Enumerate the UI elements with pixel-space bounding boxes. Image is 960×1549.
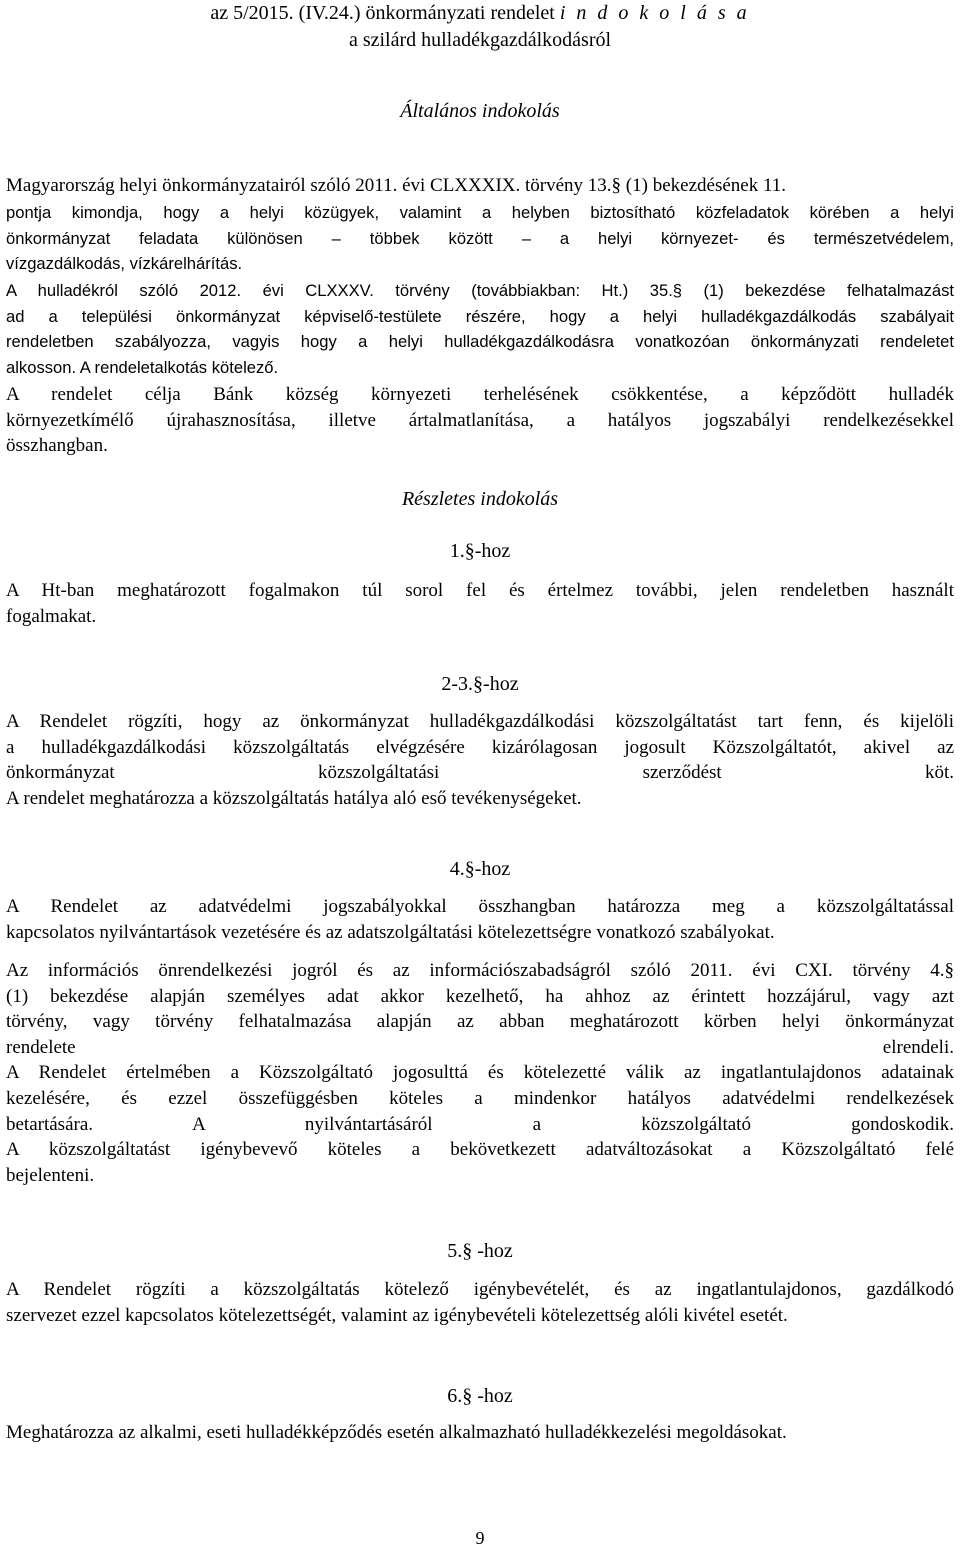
general-paragraph-1-cont [6,200,954,277]
text-line: fogalmakat. [6,605,97,627]
text-line: Az információs önrendelkezési jogról és az információszabadságról szóló 2011. évi CXI. törvény 4.§ [6,960,954,981]
header-prefix: az 5/2015. (IV.24.) önkormányzati rendelet [210,2,560,24]
text-line: A Rendelet rögzíti a közszolgáltatás kötelező igénybevételét, és az ingatlantulajdonos, gazdálkodó [6,1279,954,1300]
text-line: szervezet ezzel kapcsolatos kötelezettségét, valamint az igénybevételi kötelezettség alóli kivétel esetét. [6,1304,788,1326]
section-heading-5: 5.§ -hoz [447,1240,513,1262]
text-line: A Rendelet az adatvédelmi jogszabályokkal összhangban határozza meg a közszolgáltatással [6,896,954,917]
text-line: önkormányzat közszolgáltatási szerződést köt. [6,762,954,784]
header-line-2: a szilárd hulladékgazdálkodásról [348,29,612,51]
text-line: A hulladékról szóló 2012. évi CLXXXV. törvény (továbbiakban: Ht.) 35.§ (1) bekezdése felhatalmazást [6,281,954,300]
section-heading-6: 6.§ -hoz [447,1385,513,1407]
text-line: A Ht-ban meghatározott fogalmakon túl sorol fel és értelmez további, jelen rendeletben használt [6,580,954,601]
section-heading-1: 1.§-hoz [449,540,511,562]
header-line-1 [160,0,800,27]
header-spaced-word: i n d o k o l á s a [559,2,750,24]
text-line: alkosson. A rendeletalkotás kötelező. [6,357,279,377]
text-line: bejelenteni. [6,1164,95,1186]
text-line: A rendelet célja Bánk község környezeti terhelésének csökkentése, a képződött hulladék [6,384,954,405]
text-line: kezelésére, és ezzel összefüggésben köteles a mindenkor hatályos adatvédelmi rendelkezések [6,1087,954,1109]
text-line: környezetkímélő újrahasznosítása, illetve ártalmatlanítása, a hatályos jogszabályi rendelkezésekkel [6,409,954,431]
text-line: vízgazdálkodás, vízkárelhárítás. [6,254,243,274]
text-line: a hulladékgazdálkodási közszolgáltatás elvégzésére kizárólagosan jogosult Közszolgáltatót, akivel az [6,736,954,758]
text-line: Magyarország helyi önkormányzatairól szóló 2011. évi CLXXXIX. törvény 13.§ (1) bekezdésének 11. [6,175,787,196]
document-header [160,0,800,54]
general-paragraph-1 [6,173,954,199]
text-line: (1) bekezdése alapján személyes adat akkor kezelhető, ha ahhoz az érintett hozzájárul, vagy azt [6,985,954,1007]
section-4-paragraph-1 [6,894,954,945]
text-line: A közszolgáltatást igénybevevő köteles a bekövetkezett adatváltozásokat a Közszolgáltató felé [6,1139,954,1161]
section-4-paragraph-2 [6,958,954,1188]
section-heading-2-3: 2-3.§-hoz [441,673,519,695]
section-1-paragraph [6,578,954,629]
text-line: pontja kimondja, hogy a helyi közügyek, valamint a helyben biztosítható közfeladatok körében a helyi [6,203,954,222]
section-5-paragraph [6,1277,954,1328]
section-2-3-paragraph [6,709,954,811]
text-line: összhangban. [6,435,108,457]
section-6-paragraph [6,1420,954,1446]
text-line: ad a települési önkormányzat képviselő-testülete részére, hogy a helyi hulladékgazdálkodás szabályait [6,306,954,326]
section-heading-4: 4.§-hoz [449,858,511,880]
general-paragraph-3 [6,382,954,459]
text-line: betartására. A nyilvántartásáról a közszolgáltató gondoskodik. [6,1113,954,1135]
text-line: törvény, vagy törvény felhatalmazása alapján az abban meghatározott körben helyi önkormányzat [6,1011,954,1033]
text-line: kapcsolatos nyilvántartások vezetésére és az adatszolgáltatási kötelezettségre vonatkozó szabályokat. [6,921,775,943]
text-line: A Rendelet értelmében a Közszolgáltató jogosulttá és kötelezetté válik az ingatlantulajdonos adatainak [6,1062,954,1084]
detailed-title: Részletes indokolás [401,488,559,510]
text-line: A rendelet meghatározza a közszolgáltatás hatálya aló eső tevékenységeket. [6,787,582,809]
page-number: 9 [475,1528,485,1548]
text-line: Meghatározza az alkalmi, eseti hulladékképződés esetén alkalmazható hulladékkezelési megoldásokat. [6,1422,787,1443]
general-paragraph-2 [6,278,954,380]
text-line: A Rendelet rögzíti, hogy az önkormányzat hulladékgazdálkodási közszolgáltatást tart fenn, és kijelöli [6,711,954,732]
general-title: Általános indokolás [400,100,560,122]
text-line: rendelete elrendeli. [6,1036,954,1058]
text-line: rendeletben szabályozza, vagyis hogy a helyi hulladékgazdálkodásra vonatkozóan önkormányzati rendeletet [6,332,954,352]
text-line: önkormányzat feladata különösen – többek között – a helyi környezet- és természetvédelem, [6,228,954,248]
